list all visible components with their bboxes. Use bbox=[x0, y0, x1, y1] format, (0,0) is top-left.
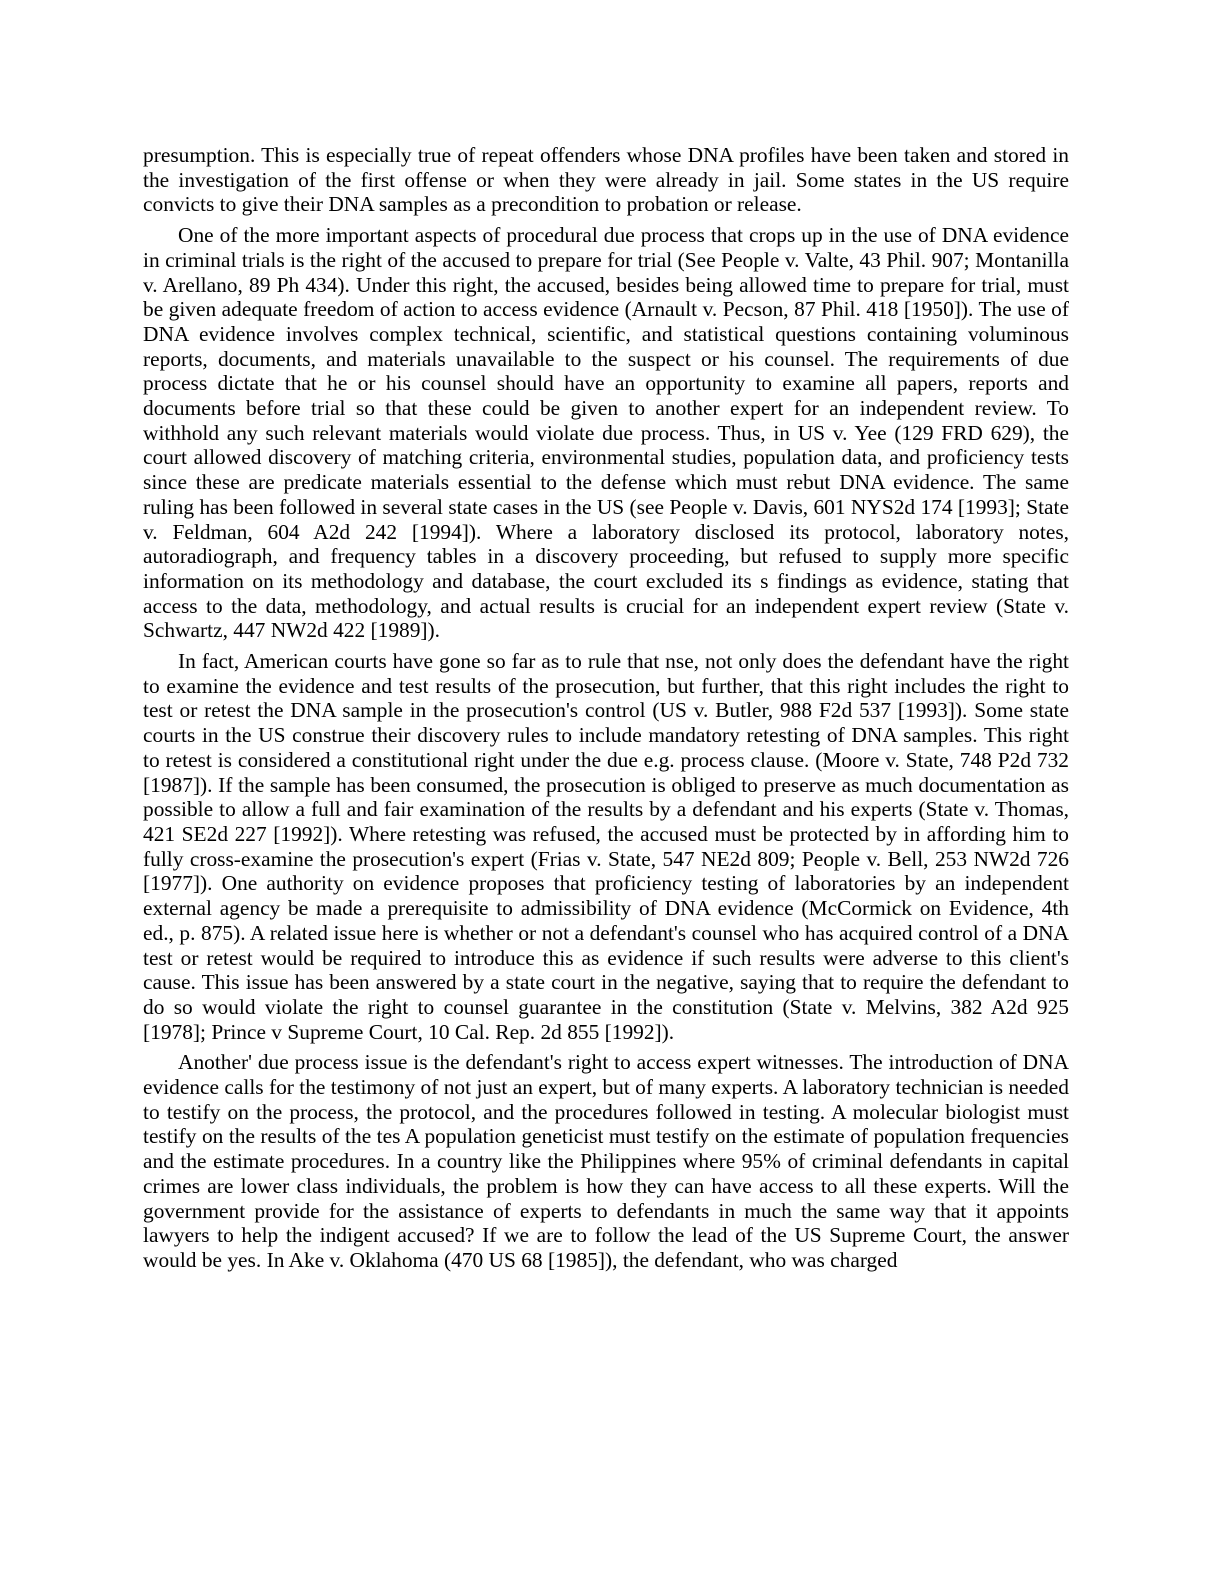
paragraph-2: One of the more important aspects of procedural due process that crops up in the use of DNA evidence in criminal trials is the right of the accused to prepare for trial (See People v. Valte, 43 Phil. 907; Montanilla v. Arellano, 89 Ph 434). Under this right, the accused, besides being allowed time to prepare for trial, must be given adequate freedom of action to access evidence (Arnault v. Pecson, 87 Phil. 418 [1950]). The use of DNA evidence involves complex technical, scientific, and statistical questions containing voluminous reports, documents, and materials unavailable to the suspect or his counsel. The requirements of due process dictate that he or his counsel should have an opportunity to examine all papers, reports and documents before trial so that these could be given to another expert for an independent review. To withhold any such relevant materials would violate due process. Thus, in US v. Yee (129 FRD 629), the court allowed discovery of matching criteria, environmental studies, population data, and proficiency tests since these are predicate materials essential to the defense which must rebut DNA evidence. The same ruling has been followed in several state cases in the US (see People v. Davis, 601 NYS2d 174 [1993]; State v. Feldman, 604 A2d 242 [1994]). Where a laboratory disclosed its protocol, laboratory notes, autoradiograph, and frequency tables in a discovery proceeding, but refused to supply more specific information on its methodology and database, the court excluded its s findings as evidence, stating that access to the data, methodology, and actual results is crucial for an independent expert review (State v. Schwartz, 447 NW2d 422 [1989]). bbox=[143, 223, 1069, 643]
paragraph-3: In fact, American courts have gone so far as to rule that nse, not only does the defendant have the right to examine the evidence and test results of the prosecution, but further, that this right includes the right to test or retest the DNA sample in the prosecution's control (US v. Butler, 988 F2d 537 [1993]). Some state courts in the US construe their discovery rules to include mandatory retesting of DNA samples. This right to retest is considered a constitutional right under the due e.g. process clause. (Moore v. State, 748 P2d 732 [1987]). If the sample has been consumed, the prosecution is obliged to preserve as much documentation as possible to allow a full and fair examination of the results by a defendant and his experts (State v. Thomas, 421 SE2d 227 [1992]). Where retesting was refused, the accused must be protected by in affording him to fully cross-examine the prosecution's expert (Frias v. State, 547 NE2d 809; People v. Bell, 253 NW2d 726 [1977]). One authority on evidence proposes that proficiency testing of laboratories by an independent external agency be made a prerequisite to admissibility of DNA evidence (McCormick on Evidence, 4th ed., p. 875). A related issue here is whether or not a defendant's counsel who has acquired control of a DNA test or retest would be required to introduce this as evidence if such results were adverse to this client's cause. This issue has been answered by a state court in the negative, saying that to require the defendant to do so would violate the right to counsel guarantee in the constitution (State v. Melvins, 382 A2d 925 [1978]; Prince v Supreme Court, 10 Cal. Rep. 2d 855 [1992]). bbox=[143, 649, 1069, 1044]
paragraph-1: presumption. This is especially true of repeat offenders whose DNA profiles have been taken and stored in the investigation of the first offense or when they were already in jail. Some states in the US require convicts to give their DNA samples as a precondition to probation or release. bbox=[143, 143, 1069, 217]
document-page bbox=[143, 143, 1069, 1279]
paragraph-4: Another' due process issue is the defendant's right to access expert witnesses. The introduction of DNA evidence calls for the testimony of not just an expert, but of many experts. A laboratory technician is needed to testify on the process, the protocol, and the procedures followed in testing. A molecular biologist must testify on the results of the tes A population geneticist must testify on the estimate of population frequencies and the estimate procedures. In a country like the Philippines where 95% of criminal defendants in capital crimes are lower class individuals, the problem is how they can have access to all these experts. Will the government provide for the assistance of experts to defendants in much the same way that it appoints lawyers to help the indigent accused? If we are to follow the lead of the US Supreme Court, the answer would be yes. In Ake v. Oklahoma (470 US 68 [1985]), the defendant, who was charged bbox=[143, 1050, 1069, 1272]
